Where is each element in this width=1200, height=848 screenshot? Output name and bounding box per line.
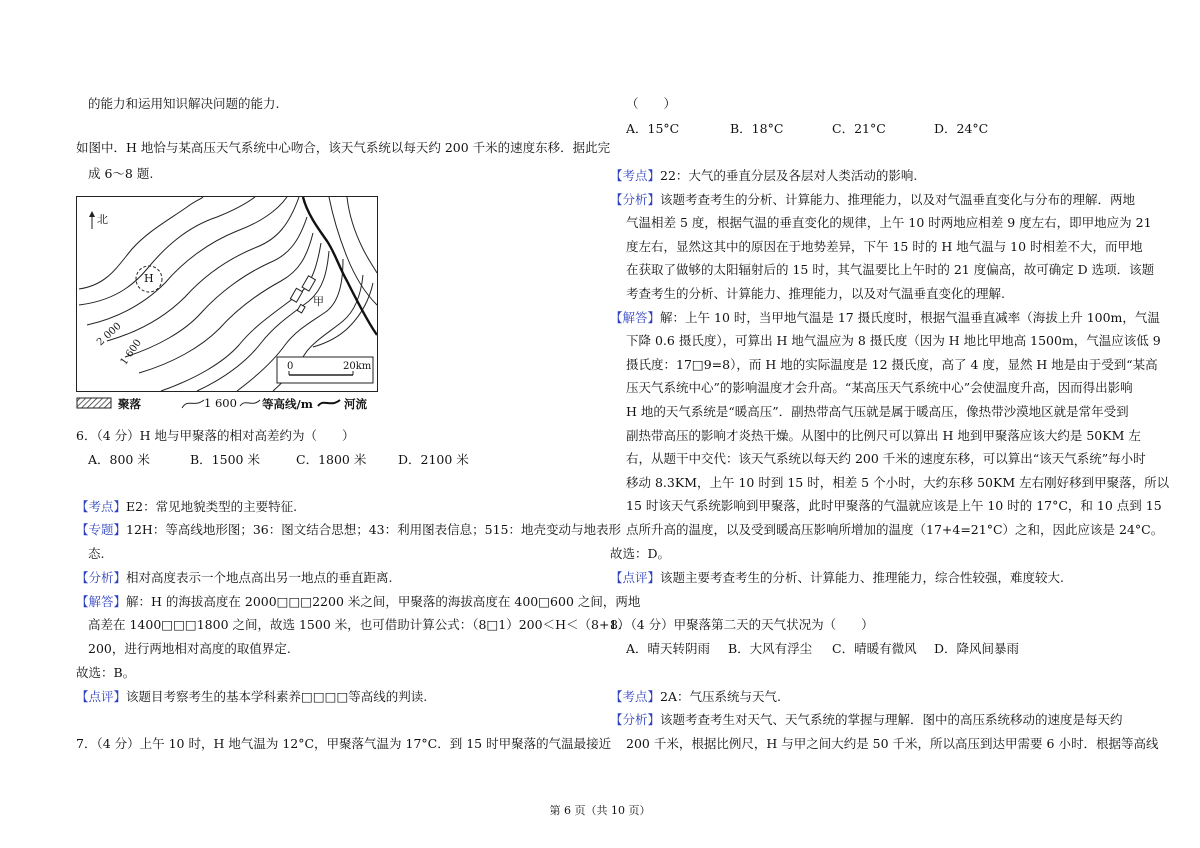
dianping-line [610,570,1064,586]
question-8: 8．（4 分）甲聚落第二天的天气状况为（ ） [610,617,874,632]
village-legend-icon [76,396,116,410]
option-b: B．18°C [730,121,784,136]
dianping-tag: 【点评】 [76,689,127,704]
zhuanti-line [76,522,621,538]
jieda-text: 下降 0.6 摄氏度），可算出 H 地气温应为 8 摄氏度（因为 H 地比甲地高 1500m，气温应该低 9 [626,333,1161,348]
legend-contour-label: 等高线/m [262,397,313,411]
jieda-tag: 【解答】 [610,310,661,325]
jieda-text: 点所升高的温度，以及受到暖高压影响所增加的温度（17+4=21°C）之和，因此应该是 24°C。 [626,522,1164,537]
option-a: A．15°C [626,121,680,136]
question-6: 6．（4 分）H 地与甲聚落的相对高差约为（ ） [76,428,355,443]
contour-label-1600: 1 600 [118,337,145,368]
kaodian-line [610,689,781,705]
text-line: 的能力和运用知识解决问题的能力. [88,96,280,111]
dianping-text: 该题主要考查考生的分析、计算能力、推理能力，综合性较强，难度较大. [660,570,1064,585]
fenxi-text: 该题考查考生的分析、计算能力、推理能力，以及对气温垂直变化与分布的理解．两地 [660,192,1136,207]
answer-line: 故选：B。 [76,665,136,680]
jieda-text: 15 时该天气系统影响到甲聚落，此时甲聚落的气温就应该是上午 10 时的 17°C，和 10 点到 15 [626,498,1162,513]
kaodian-tag: 【考点】 [610,689,661,704]
legend-contour-value: 1 600 [204,396,237,410]
jieda-text: 高差在 1400□□□1800 之间，故选 1500 米，也可借助计算公式：（8□1）200＜H＜（8+1） [88,617,630,632]
jieda-line [610,310,1160,326]
map-legend [76,396,396,410]
contour-legend-icon [238,396,262,410]
jieda-text: 解：H 的海拔高度在 2000□□□2200 米之间，甲聚落的海拔高度在 400□600 之间，两地 [126,594,641,609]
page-footer: 第 6 页（共 10 页） [549,804,651,817]
option-b: B．1500 米 [190,452,260,467]
dianping-text: 该题目考察考生的基本学科素养□□□□等高线的判读. [126,689,428,704]
option-c: C．1800 米 [296,452,367,467]
river-legend-icon [316,396,342,410]
fenxi-tag: 【分析】 [76,570,127,585]
answer-paren: （ ） [626,96,677,111]
option-c: C．晴暖有微风 [832,641,917,656]
answer-line: 故选：D。 [610,546,671,561]
scale-zero: 0 [287,361,294,372]
question-7: 7．（4 分）上午 10 时，H 地气温为 12°C，甲聚落气温为 17°C．到 15 时甲聚落的气温最接近 [76,736,612,751]
fenxi-text: 200 千米，根据比例尺，H 与甲之间大约是 50 千米，所以高压到达甲需要 6 小时．根据等高线 [626,736,1159,751]
contour-label-2000: 2 000 [94,320,124,349]
intro-text: 成 6～8 题. [88,166,154,181]
fenxi-text: 气温相差 5 度，根据气温的垂直变化的规律，上午 10 时两地应相差 9 度左右，即甲地应为 21 [626,215,1152,230]
fenxi-text: 度左右，显然这其中的原因在于地势差异，下午 15 时的 H 地气温与 10 时相差不大，而甲地 [626,239,1143,254]
option-b: B．大风有浮尘 [728,641,813,656]
kaodian-line [610,168,917,184]
kaodian-tag: 【考点】 [610,168,661,183]
jieda-text: 压天气系统中心”的影响温度才会升高。“某高压天气系统中心”会使温度升高，因而得出影响 [626,380,1133,395]
option-d: D．降风间暴雨 [934,641,1020,656]
fenxi-tag: 【分析】 [610,712,661,727]
north-label: 北 [97,213,108,226]
fenxi-text: 考查考生的分析、计算能力、推理能力，以及对气温垂直变化的理解. [626,286,1005,301]
jieda-text: 右，从题干中交代：该天气系统以每天约 200 千米的速度东移，可以算出“该天气系统”每小时 [626,451,1146,466]
kaodian-text: E2：常见地貌类型的主要特征. [126,499,298,514]
village-label: 甲 [313,295,324,308]
fenxi-tag: 【分析】 [610,192,661,207]
fenxi-text: 该题考查考生对天气、天气系统的掌握与理解．图中的高压系统移动的速度是每天约 [660,712,1123,727]
dianping-tag: 【点评】 [610,570,661,585]
kaodian-tag: 【考点】 [76,499,127,514]
zhuanti-text: 12H：等高线地形图；36：图文结合思想；43：利用图表信息；515：地壳变动与地表形 [126,522,621,537]
option-d: D．24°C [934,121,989,136]
jieda-text: H 地的天气系统是“暖高压”．副热带高气压就是属于暖高压，像热带沙漠地区就是常年受到 [626,404,1129,419]
dianping-line [76,689,427,705]
contour-map [76,196,378,392]
jieda-text: 解：上午 10 时，当甲地气温是 17 摄氏度时，根据气温垂直减率（海拔上升 100m，气温 [660,310,1160,325]
h-label: H [144,272,154,285]
kaodian-text: 22：大气的垂直分层及各层对人类活动的影响. [660,168,918,183]
fenxi-line [76,570,393,586]
legend-river-label: 河流 [344,397,367,411]
jieda-tag: 【解答】 [76,594,127,609]
kaodian-text: 2A：气压系统与天气. [660,689,781,704]
option-a: A．800 米 [88,452,150,467]
intro-text: 如图中．H 地恰与某高压天气系统中心吻合，该天气系统以每天约 200 千米的速度东移．据此完 [76,140,611,155]
jieda-text: 200，进行两地相对高度的取值界定. [88,641,291,656]
option-c: C．21°C [832,121,886,136]
fenxi-line [610,192,1135,208]
zhuanti-tag: 【专题】 [76,522,127,537]
fenxi-text: 在获取了做够的太阳辐射后的 15 时，其气温要比上午时的 21 度偏高，故可确定 D 选项．该题 [626,262,1155,277]
scale-20km: 20km [343,361,372,372]
zhuanti-text: 态. [88,546,105,561]
jieda-text: 移动 8.3KM，上午 10 时到 15 时，相差 5 个小时，大约东移 50KM 左右刚好移到甲聚落，所以 [626,475,1170,490]
jieda-text: 副热带高压的影响才炎热干燥。从图中的比例尺可以算出 H 地到甲聚落应该大约是 50KM 左 [626,428,1141,443]
fenxi-text: 相对高度表示一个地点高出另一地点的垂直距离. [126,570,393,585]
legend-village-label: 聚落 [118,397,141,411]
jieda-line [76,594,640,610]
option-a: A．晴天转阴雨 [626,641,711,656]
fenxi-line [610,712,1123,728]
option-d: D．2100 米 [398,452,469,467]
kaodian-line [76,499,297,515]
jieda-text: 摄氏度：17□9=8），而 H 地的实际温度是 12 摄氏度，高了 4 度，显然 H 地是由于受到“某高 [626,357,1158,372]
contour-legend-icon [180,396,206,410]
